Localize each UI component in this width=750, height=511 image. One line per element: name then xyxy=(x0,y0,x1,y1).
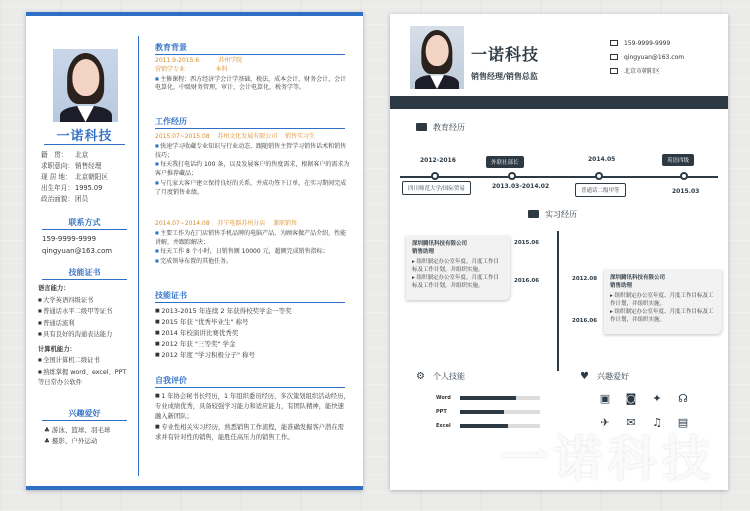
list-item: ▸ 组织制定办公室年度、月度工作目标及工作计划，并组织实施。 xyxy=(412,274,504,290)
list-item: ■ 每天工作 8 个小时，日销售额 10000 元，超额完成销售指标； xyxy=(155,247,350,257)
edu-line: 营销学专业 本科 xyxy=(155,65,228,73)
contact-divider xyxy=(42,229,127,230)
skill-bar xyxy=(460,410,504,414)
timeline-tag: 普通话二级甲等 xyxy=(575,183,626,197)
timeline-year: 2014.05 xyxy=(588,156,616,163)
list-item: ▸ 组织制定办公室年度、月度工作目标及工作计划，并组织实施。 xyxy=(412,258,504,274)
hobby-heading: 兴趣爱好 xyxy=(68,409,101,418)
list-item: ■ 1 年协会秘书长经历，1 年组织委员经历，多次策划组织活动经历，专业成绩优秀，具备较强学习能力和适应能力，有团队精神，能快速融入新团队； xyxy=(155,391,350,422)
timeline-dot xyxy=(680,172,688,180)
phone-icon xyxy=(610,40,618,46)
phone-text: 159-9999-9999 xyxy=(42,235,97,243)
hobby-block xyxy=(44,425,110,447)
location-icon xyxy=(610,68,618,74)
hobby-row: ♣ 游泳、篮球、羽毛球 xyxy=(44,426,111,434)
list-item: ■ 大学英语四级证书 xyxy=(38,295,133,307)
role-name: 销售助理 xyxy=(610,283,633,289)
skill-bar xyxy=(460,396,516,400)
top-accent-bar xyxy=(26,12,363,16)
music-note-icon: ♫ xyxy=(652,416,662,429)
email-text: qingyuan@163.com xyxy=(42,247,113,255)
list-item: ■ 专业性相关实习经历，熟悉销售工作流程，能准确发掘客户潜在需求并有针对性的销售，能胜任高压力的销售工作。 xyxy=(155,422,350,443)
timeline-tag: 四川师范大学/国际贸易 xyxy=(402,181,471,195)
list-item: ■ 2013-2015 年连续 2 年获得校奖学金一等奖 xyxy=(155,306,350,317)
list-item: ■ 主要工作为在门店销售手机品牌的电脑产品，为顾客做产品介绍，性能讲解，并跟踪解决； xyxy=(155,229,350,248)
music-icon: ☊ xyxy=(678,392,688,405)
info-row: 求职意向：销售经理 xyxy=(41,162,102,170)
sidebar xyxy=(36,36,133,476)
timeline-year: 2015.03 xyxy=(672,188,700,195)
internship-heading: 实习经历 xyxy=(528,209,577,220)
skills-heading: ⚙ 个人技能 xyxy=(416,371,465,382)
edu-line: 2011.9-2015.6 苏州学院 xyxy=(155,57,243,64)
education-timeline xyxy=(400,176,718,178)
location-row: 北京市朝阳区 xyxy=(610,65,684,79)
candidate-name: 一诺科技 xyxy=(471,45,540,64)
list-item: ■ 全国计算机二级证书 xyxy=(38,355,133,367)
company-name: 深圳腾讯科技有限公司 xyxy=(610,275,666,281)
list-item: ■ 快速学习收藏专业知识与行业动态，跟随销售主管学习销售话术和销售技巧； xyxy=(155,142,350,161)
book-icon: ▤ xyxy=(677,416,689,429)
bottom-accent-bar xyxy=(26,486,363,490)
list-item: ■ 熟练掌握 word、excel、PPT 等日常办公软件 xyxy=(38,367,133,389)
profile-photo xyxy=(410,26,464,89)
card-date: 2015.06 xyxy=(514,240,540,246)
contact-heading: 联系方式 xyxy=(68,218,101,227)
card-date: 2016.06 xyxy=(572,318,598,324)
list-item: ■ 2012 年获 "三等奖" 学金 xyxy=(155,339,350,350)
card-date: 2016.06 xyxy=(514,278,540,284)
list-item: ■ 与几家大客户建立保持良好的关系，并成功签下订单，在实习期间完成了月度销售业绩。 xyxy=(155,179,350,198)
profile-photo xyxy=(53,49,118,122)
header xyxy=(390,14,728,96)
hobby-row: ♣ 摄影、户外运动 xyxy=(44,437,98,445)
skill-label: Word xyxy=(436,395,451,401)
camera-icon: ◙ xyxy=(625,392,637,405)
column-divider xyxy=(138,36,139,476)
job-title: 销售经理/销售总监 xyxy=(471,72,538,81)
cert-block xyxy=(155,306,350,361)
list-item: ■ 具有良好的沟通表达能力 xyxy=(38,329,133,341)
self-eval-heading: 自我评价 xyxy=(155,376,187,385)
skills-heading: 技能证书 xyxy=(68,268,101,277)
skill-label: PPT xyxy=(436,409,447,415)
job-line: 2014.07~2014.08 苏宁电器苏州分店 兼职销售 xyxy=(155,220,297,227)
personal-info xyxy=(41,150,108,205)
list-item: ■ 2015 年获 "优秀毕业生" 称号 xyxy=(155,317,350,328)
list-item: ■ 普通话水平二级甲等证书 xyxy=(38,306,133,318)
role-name: 销售助理 xyxy=(412,249,435,255)
work-block-2 xyxy=(155,220,350,267)
list-item: ■ 每天我打电话约 100 条，以及发展客户的售度需求，根据客户的需求为客户推荐藏品； xyxy=(155,160,350,179)
timeline-tag: 外联社部长 xyxy=(486,156,524,168)
education-divider xyxy=(155,54,345,55)
briefcase-icon xyxy=(528,210,539,218)
info-row: 出生年月：1995.09 xyxy=(41,184,103,192)
hobby-heading: ♥ 兴趣爱好 xyxy=(580,371,629,382)
timeline-year: 2012-2016 xyxy=(420,157,456,164)
phone-row: 159-9999-9999 xyxy=(610,37,684,51)
info-row: 现 居 地： 北京朝阳区 xyxy=(41,173,108,181)
work-block-1 xyxy=(155,133,350,198)
book-icon xyxy=(416,123,427,131)
timeline-tag: 英语四级 xyxy=(662,154,694,166)
company-name: 深圳腾讯科技有限公司 xyxy=(412,241,468,247)
timeline-dot xyxy=(595,172,603,180)
candidate-name: 一诺科技 xyxy=(56,129,113,144)
resume-left xyxy=(26,12,363,490)
self-eval-block xyxy=(155,391,350,443)
cert-heading: 技能证书 xyxy=(155,291,187,300)
heart-icon: ♥ xyxy=(580,371,589,382)
list-item: ■ 完成领导布置的其他任务。 xyxy=(155,257,350,267)
work-divider xyxy=(155,128,345,129)
header-band xyxy=(390,96,728,109)
email-row: qingyuan@163.com xyxy=(610,51,684,65)
work-heading: 工作经历 xyxy=(155,117,187,126)
skill-group-language: 语言能力： xyxy=(38,285,70,292)
hobby-divider xyxy=(42,420,127,421)
cert-divider xyxy=(155,302,345,303)
list-item: ■ 2014 年校演讲比赛优秀奖 xyxy=(155,328,350,339)
self-eval-divider xyxy=(155,387,345,388)
skill-group-computer: 计算机能力： xyxy=(38,345,76,353)
internship-card xyxy=(406,236,510,300)
edu-desc: ■ 主修课程：西方经济学会计学基础，税法，成本会计，财务会计，会计电算化，中级财务管理，审计，会计电算化，税务学等。 xyxy=(155,75,350,94)
timeline-dot xyxy=(508,172,516,180)
internship-card xyxy=(604,270,722,334)
watermark: 一诺科技 xyxy=(500,431,717,487)
plane-icon: ✈ xyxy=(600,416,610,429)
education-block xyxy=(155,57,350,93)
list-item: ■ 2012 年度 "学习积极分子" 称号 xyxy=(155,350,350,361)
card-date: 2012.08 xyxy=(572,276,598,282)
info-row: 政治面貌：团员 xyxy=(41,195,89,203)
running-icon: ✦ xyxy=(652,392,662,405)
skills-divider xyxy=(42,279,127,280)
list-item: ▸ 组织制定办公室年度、月度工作目标及工作计划，并组织实施。 xyxy=(610,308,716,324)
contact-block xyxy=(610,37,684,79)
internship-timeline xyxy=(557,231,559,371)
info-row: 籍 贯： 北京 xyxy=(41,151,89,159)
contact-block xyxy=(42,233,112,257)
education-heading: 教育经历 xyxy=(416,122,465,133)
education-heading: 教育背景 xyxy=(155,43,187,52)
list-item: ■ 普通话流利 xyxy=(38,318,133,330)
gear-icon: ⚙ xyxy=(416,371,425,382)
name-divider xyxy=(44,144,125,145)
skills-block xyxy=(38,284,133,389)
job-line: 2015.07~2015.08 苏州文化发展有限公司 销售实习生 xyxy=(155,133,315,140)
chat-icon: ✉ xyxy=(626,416,636,429)
resume-right xyxy=(390,14,728,490)
movie-icon: ▣ xyxy=(599,392,611,405)
timeline-year: 2013.03-2014.02 xyxy=(492,183,550,190)
timeline-dot xyxy=(431,172,439,180)
email-icon xyxy=(610,54,618,60)
list-item: ▸ 组织制定办公室年度、月度工作目标及工作计划，并组织实施。 xyxy=(610,292,716,308)
skill-label: Excel xyxy=(436,423,451,429)
